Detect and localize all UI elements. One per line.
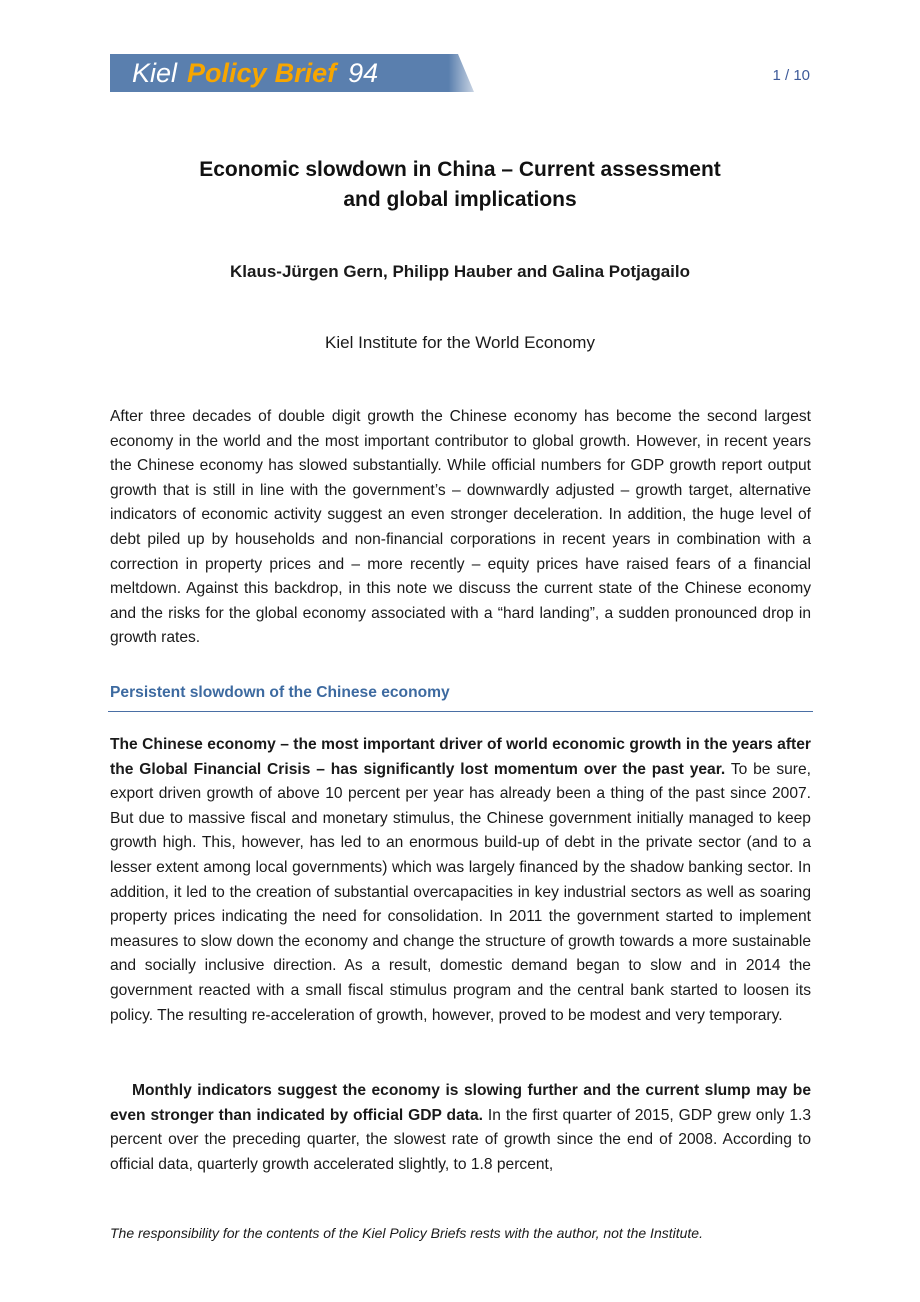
paragraph-1-lead: The Chinese economy – the most important driver of world economic growth in the years after the Global Financial Crisis – has significantly lost momentum over the past year. [110,736,811,778]
authors: Klaus-Jürgen Gern, Philipp Hauber and Galina Potjagailo [229,262,691,281]
page-indicator: 1 / 10 [772,67,810,84]
paragraph-1 [110,733,811,1028]
banner-title [132,56,378,90]
footer-disclaimer: The responsibility for the contents of the Kiel Policy Briefs rests with the author, not the Institute. [110,1225,703,1241]
paragraph-1-body: To be sure, export driven growth of above 10 percent per year has already been a thing of the past since 2007. But due to massive fiscal and monetary stimulus, the Chinese government initially managed to keep growth high. This, however, has led to an enormous build-up of debt in the private sector (and to a lesser extent among local governments) which was largely financed by the shadow banking sector. In addition, it led to the creation of substantial overcapacities in key industrial sectors as well as soaring property prices indicating the need for consolidation. In 2011 the government started to implement measures to slow down the economy and change the structure of growth towards a more sustainable and socially inclusive direction. As a result, domestic demand began to slow and in 2014 the government reacted with a small fiscal stimulus program and the central bank started to loosen its policy. The resulting re-acceleration of growth, however, proved to be modest and very temporary. [110,760,811,1024]
article-title [110,155,810,215]
paragraph-2-body: In the first quarter of 2015, GDP grew only 1.3 percent over the preceding quarter, the slowest rate of growth since the end of 2008. According to official data, quarterly growth accelerated slightly, to 1.8 percent, [110,1106,811,1173]
abstract: After three decades of double digit growth the Chinese economy has become the second largest economy in the world and the most important contributor to global growth. However, in recent years the Chinese economy has slowed substantially. While official numbers for GDP growth report output growth that is still in line with the government’s – downwardly adjusted – growth target, alternative indicators of economic activity suggest an even stronger deceleration. In addition, the huge level of debt piled up by households and non-financial corporations in recent years in combination with a correction in property prices and – more recently – equity prices have raised fears of a financial meltdown. Against this backdrop, in this note we discuss the current state of the Chinese economy and the risks for the global economy associated with a “hard landing”, a sudden pronounced drop in growth rates. [110,408,811,647]
kiel-policy-brief-banner [110,54,474,92]
banner-issue-number: 94 [348,58,379,88]
section-heading: Persistent slowdown of the Chinese economy [110,684,450,701]
banner-kiel: Kiel [132,58,178,88]
title-line-1: Economic slowdown in China – Current assessment [199,158,721,181]
institute: Kiel Institute for the World Economy [325,333,595,352]
paragraph-2-lead: Monthly indicators suggest the economy is slowing further and the current slump may be even stronger than indicated by official GDP data. [110,1082,811,1124]
title-line-2: and global implications [343,188,577,211]
banner-brief: Brief [274,58,337,88]
paragraph-2 [110,1079,811,1177]
banner-policy: Policy [187,58,267,88]
section-divider [108,711,813,712]
